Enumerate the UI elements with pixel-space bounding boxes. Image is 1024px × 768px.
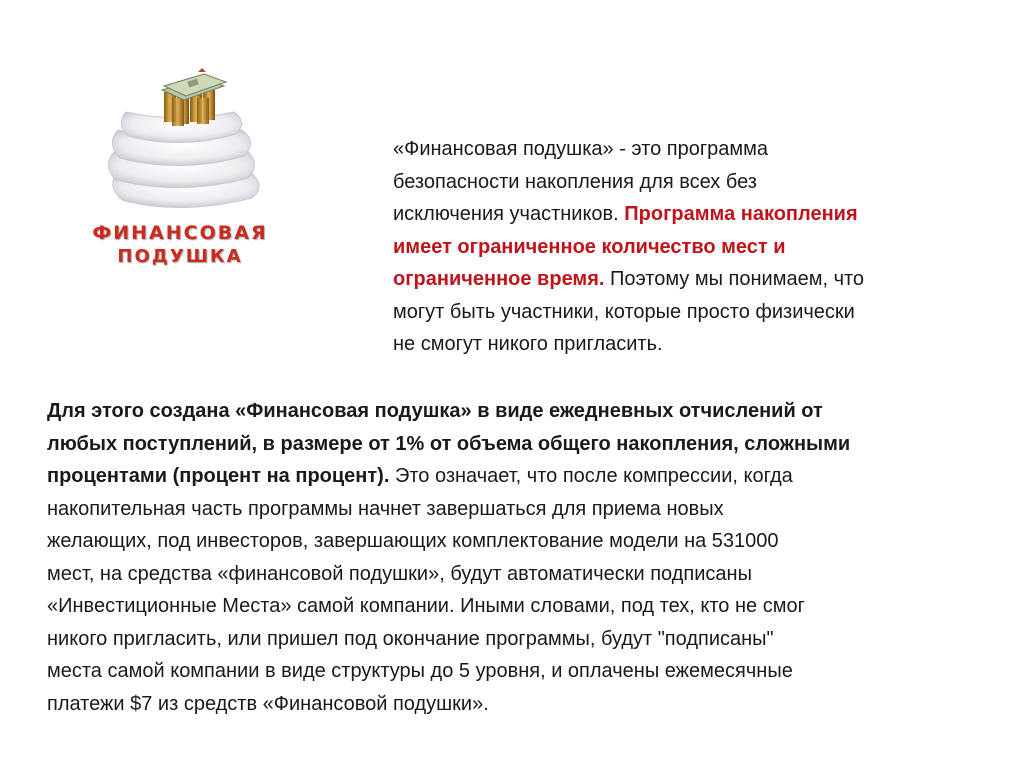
intro-text: Поэтому мы понимаем, что xyxy=(604,268,865,290)
body-bold-text: процентами (процент на процент). xyxy=(47,465,390,487)
intro-line xyxy=(393,263,983,296)
main-paragraph xyxy=(47,395,1007,720)
body-line: мест, на средства «финансовой подушки», будут автоматически подписаны xyxy=(47,562,752,585)
intro-line: не смогут никого пригласить. xyxy=(393,333,663,355)
intro-text: исключения участников. xyxy=(393,203,625,225)
intro-highlight-line: имеет ограниченное количество мест и xyxy=(393,235,786,258)
pillows-with-money-icon xyxy=(62,68,298,218)
body-bold-line: любых поступлений, в размере от 1% от объема общего накопления, сложными xyxy=(47,432,851,455)
intro-line: безопасности накопления для всех без xyxy=(393,170,757,193)
body-line: накопительная часть программы начнет завершаться для приема новых xyxy=(47,497,724,520)
intro-line: могут быть участники, которые просто физически xyxy=(393,300,855,323)
logo-title-line1: ФИНАНСОВАЯ xyxy=(92,222,268,244)
body-text: Это означает, что после компрессии, когда xyxy=(389,465,793,487)
body-line: «Инвестиционные Места» самой компании. Иными словами, под тех, кто не смог xyxy=(47,595,805,617)
body-line: платежи $7 из средств «Финансовой подушки». xyxy=(47,692,489,715)
financial-cushion-logo xyxy=(62,68,298,272)
body-line: места самой компании в виде структуры до 5 уровня, и оплачены ежемесячные xyxy=(47,660,793,682)
intro-highlight: ограниченное время. xyxy=(393,268,605,290)
intro-paragraph xyxy=(393,133,983,361)
intro-line xyxy=(393,198,983,231)
logo-title-line2: ПОДУШКА xyxy=(117,246,243,267)
intro-line: «Финансовая подушка» - это программа xyxy=(393,138,769,160)
body-line: никого пригласить, или пришел под окончание программы, будут "подписаны" xyxy=(47,627,774,650)
body-bold-line: Для этого создана «Финансовая подушка» в виде ежедневных отчислений от xyxy=(47,400,823,422)
body-line xyxy=(47,460,1007,493)
intro-highlight: Программа накопления xyxy=(624,203,858,225)
body-line: желающих, под инвесторов, завершающих комплектование модели на 531000 xyxy=(47,530,779,552)
